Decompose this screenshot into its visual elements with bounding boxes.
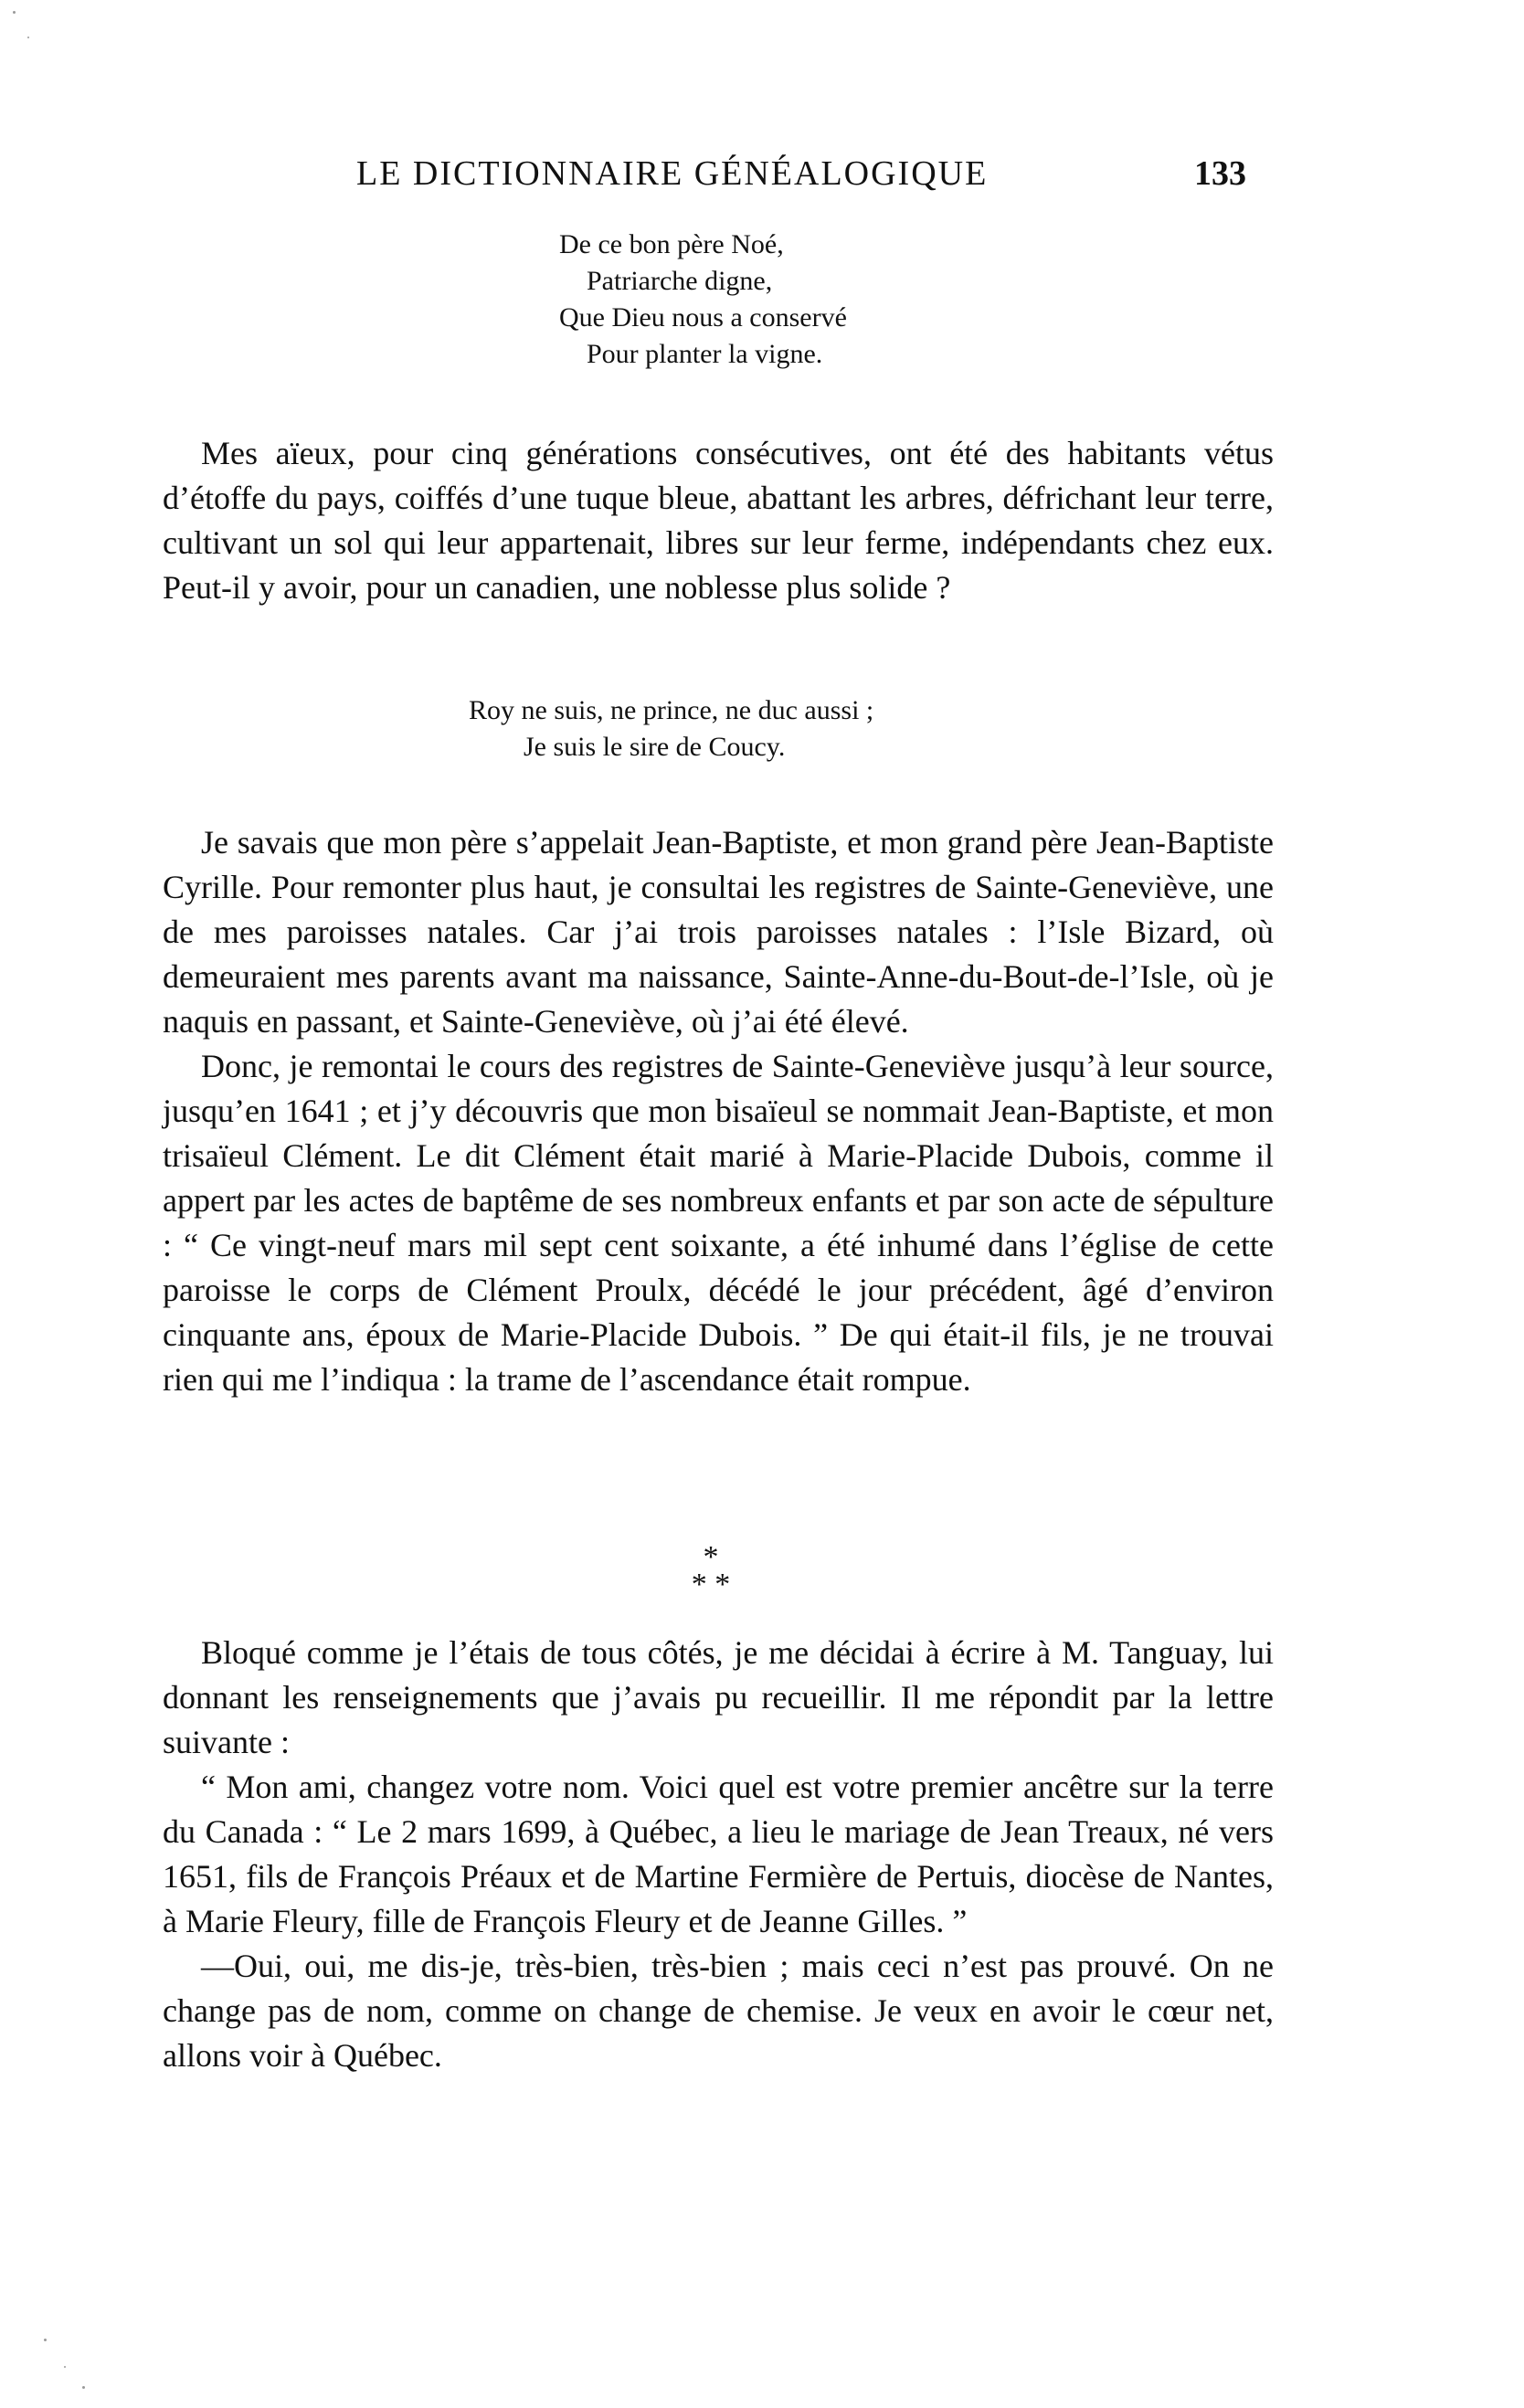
text-block-1 bbox=[163, 431, 1274, 610]
verse-stanza-2 bbox=[469, 692, 873, 766]
verse-line: Patriarche digne, bbox=[587, 266, 773, 296]
paragraph-habitants: Mes aïeux, pour cinq générations consécutives, ont été des habitants vétus d’étoffe du pays, coiffés d’une tuque bleue, abattant les arbres, défrichant leur terre, cultivant un sol qui leur appartenait, libres sur leur ferme, indépendants chez eux. Peut-il y avoir, pour un canadien, une noblesse plus solide ? bbox=[163, 435, 1274, 606]
running-title: LE DICTIONNAIRE GÉNÉALOGIQUE bbox=[356, 154, 989, 193]
paragraph-clement: Donc, je remontai le cours des registres de Sainte-Geneviève jusqu’à leur source, jusqu’en 1641 ; et j’y découvris que mon bisaïeul se nommait Jean-Baptiste, et mon trisaïeul Clément. Le dit Clément était marié à Marie-Placide Dubois, comme il appert par les actes de baptême de ses nombreux enfants et par son acte de sépulture : “ Ce vingt-neuf mars mil sept cent soixante, a été inhumé dans l’église de cette paroisse le corps de Clément Proulx, décédé le jour précédent, âgé d’environ cinquante ans, époux de Marie-Placide Dubois. ” De qui était-il fils, je ne trouvai rien qui me l’indiqua : la trame de l’ascendance était rompue. bbox=[163, 1048, 1274, 1398]
scan-speck bbox=[64, 2366, 66, 2368]
section-break-asterisks bbox=[674, 1540, 747, 1601]
verse-stanza-1 bbox=[559, 227, 847, 373]
scan-speck bbox=[27, 37, 29, 38]
paragraph-tanguay: Bloqué comme je l’étais de tous côtés, je me décidai à écrire à M. Tanguay, lui donnant les renseignements que j’avais pu recueillir. Il me répondit par la lettre suivante : bbox=[163, 1634, 1274, 1760]
page-number: 133 bbox=[1194, 154, 1246, 193]
scan-speck bbox=[82, 2386, 85, 2389]
verse-line: Roy ne suis, ne prince, ne duc aussi ; bbox=[469, 695, 874, 725]
asterisk-bottom: * * bbox=[691, 1568, 731, 1601]
text-block-2 bbox=[163, 820, 1274, 1402]
scan-speck bbox=[13, 11, 16, 14]
verse-line: Pour planter la vigne. bbox=[587, 339, 823, 369]
scan-speck bbox=[44, 2339, 47, 2341]
verse-line: De ce bon père Noé, bbox=[559, 229, 784, 259]
paragraph-reply: —Oui, oui, me dis-je, très-bien, très-bien ; mais ceci n’est pas prouvé. On ne change pas de nom, comme on change de chemise. Je veux en avoir le cœur net, allons voir à Québec. bbox=[163, 1948, 1274, 2074]
asterisk-top: * bbox=[703, 1540, 719, 1574]
verse-line: Que Dieu nous a conservé bbox=[559, 302, 847, 333]
verse-line: Je suis le sire de Coucy. bbox=[524, 732, 786, 762]
paragraph-registres: Je savais que mon père s’appelait Jean-Baptiste, et mon grand père Jean-Baptiste Cyrille. Pour remonter plus haut, je consultai les registres de Sainte-Geneviève, une de mes paroisses natales. Car j’ai trois paroisses natales : l’Isle Bizard, où demeuraient mes parents avant ma naissance, Sainte-Anne-du-Bout-de-l’Isle, où je naquis en passant, et Sainte-Geneviève, où j’ai été élevé. bbox=[163, 824, 1274, 1040]
text-block-3 bbox=[163, 1631, 1274, 2078]
paragraph-letter: “ Mon ami, changez votre nom. Voici quel est votre premier ancêtre sur la terre du Canada : “ Le 2 mars 1699, à Québec, a lieu le mariage de Jean Treaux, né vers 1651, fils de François Préaux et de Martine Fermière de Pertuis, diocèse de Nantes, à Marie Fleury, fille de François Fleury et de Jeanne Gilles. ” bbox=[163, 1769, 1274, 1939]
